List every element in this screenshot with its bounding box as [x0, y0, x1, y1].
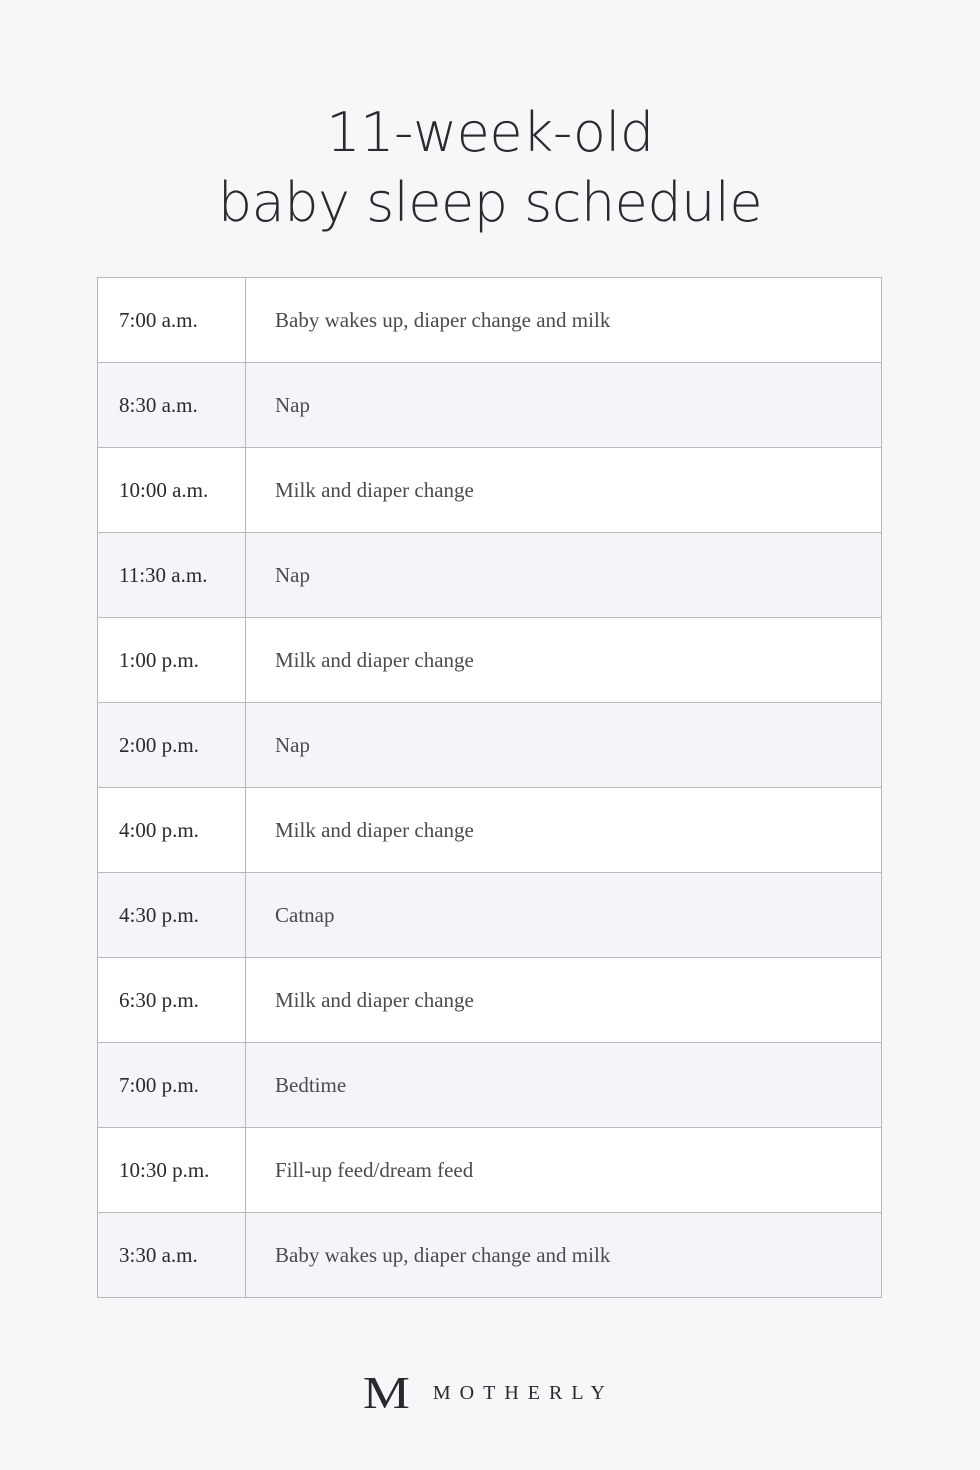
time-cell: 6:30 p.m.	[98, 958, 246, 1043]
page-title	[0, 98, 980, 238]
table-row	[98, 958, 882, 1043]
title-line-2: baby sleep schedule	[217, 171, 763, 235]
table-row	[98, 788, 882, 873]
brand-logo	[0, 1367, 980, 1418]
table-row	[98, 278, 882, 363]
title-line-1: 11-week-old	[326, 101, 654, 165]
time-cell: 11:30 a.m.	[98, 533, 246, 618]
schedule-table	[97, 277, 882, 1298]
activity-cell: Fill-up feed/dream feed	[246, 1128, 882, 1213]
activity-cell: Milk and diaper change	[246, 958, 882, 1043]
activity-cell: Milk and diaper change	[246, 618, 882, 703]
table-row	[98, 1043, 882, 1128]
logo-mark: M	[362, 1367, 410, 1418]
time-cell: 10:00 a.m.	[98, 448, 246, 533]
activity-cell: Baby wakes up, diaper change and milk	[246, 1213, 882, 1298]
activity-cell: Milk and diaper change	[246, 788, 882, 873]
table-row	[98, 873, 882, 958]
activity-cell: Catnap	[246, 873, 882, 958]
activity-cell: Nap	[246, 533, 882, 618]
time-cell: 8:30 a.m.	[98, 363, 246, 448]
activity-cell: Bedtime	[246, 1043, 882, 1128]
table-row	[98, 448, 882, 533]
time-cell: 1:00 p.m.	[98, 618, 246, 703]
activity-cell: Nap	[246, 703, 882, 788]
time-cell: 4:00 p.m.	[98, 788, 246, 873]
time-cell: 3:30 a.m.	[98, 1213, 246, 1298]
time-cell: 7:00 a.m.	[98, 278, 246, 363]
activity-cell: Baby wakes up, diaper change and milk	[275, 307, 611, 332]
table-row	[98, 1128, 882, 1213]
table-row	[98, 363, 882, 448]
activity-cell: Nap	[246, 363, 882, 448]
time-cell: 2:00 p.m.	[98, 703, 246, 788]
table-row	[98, 703, 882, 788]
activity-cell: Milk and diaper change	[246, 448, 882, 533]
logo-wordmark: MOTHERLY	[432, 1381, 614, 1404]
table-row	[98, 1213, 882, 1298]
table-row	[98, 533, 882, 618]
time-cell: 10:30 p.m.	[98, 1128, 246, 1213]
table-row	[98, 618, 882, 703]
time-cell: 4:30 p.m.	[98, 873, 246, 958]
time-cell: 7:00 p.m.	[98, 1043, 246, 1128]
